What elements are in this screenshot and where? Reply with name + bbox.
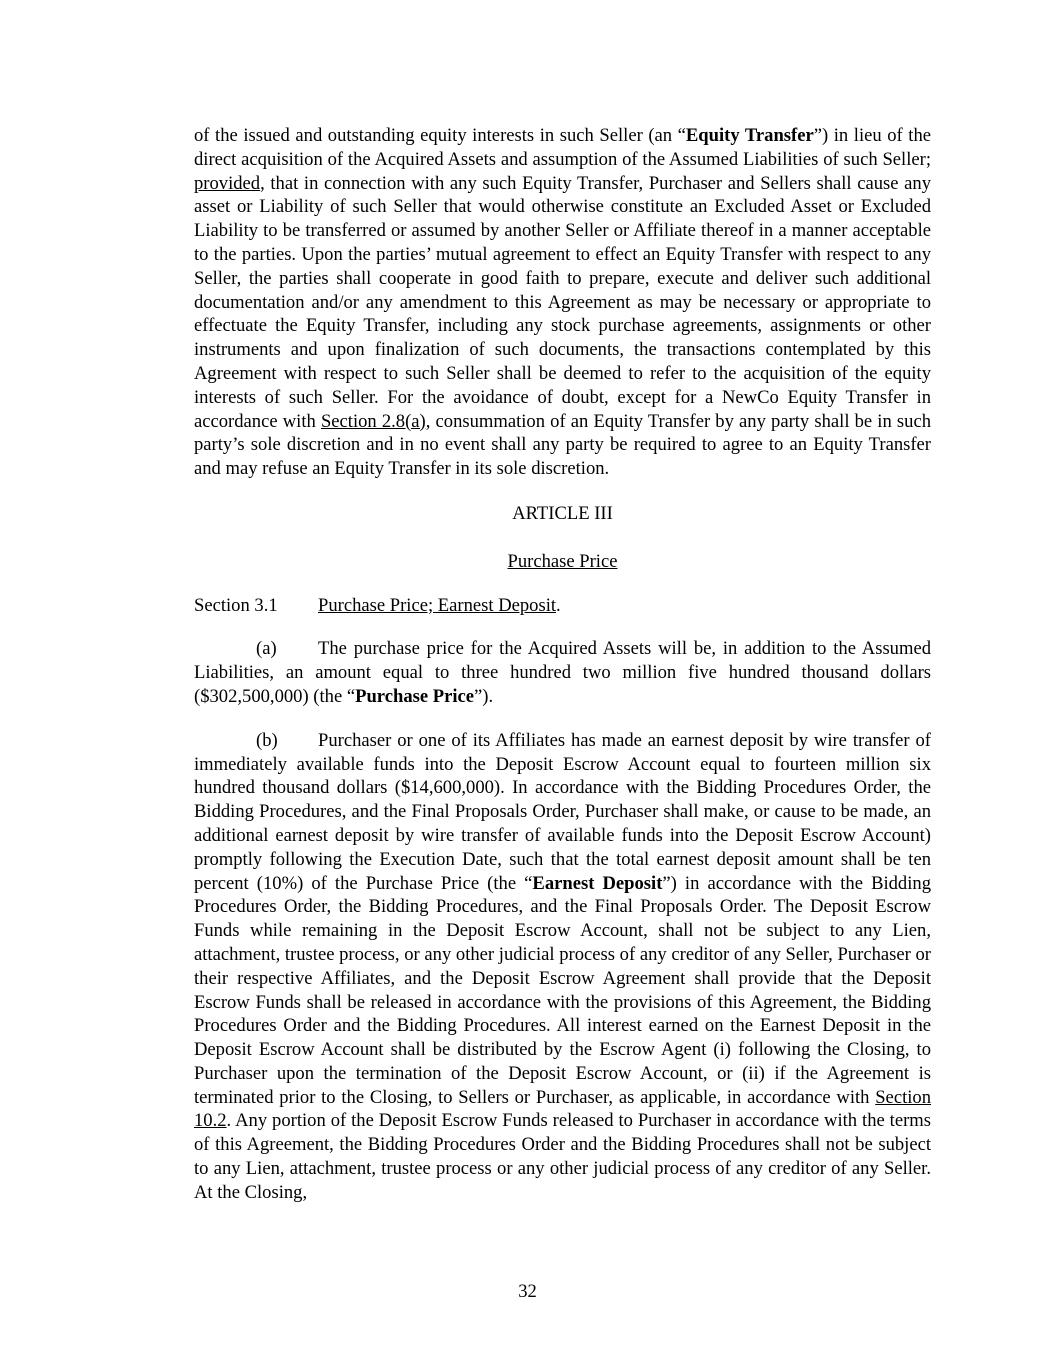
section-heading: Section 3.1 Purchase Price; Earnest Deposit.	[194, 594, 561, 616]
article-title: Purchase Price	[507, 550, 618, 572]
section-ref-2-8a: Section 2.8(a)	[320, 410, 426, 432]
defined-term-purchase-price: Purchase Price	[355, 685, 475, 707]
paragraph-equity-transfer: of the issued and outstanding equity interests in such Seller (an “Equity Transfer”) in lieu of the direct acquisition of the Acquired Assets and assumption of the Assumed Liabilities of such Seller; provided, that in connection with any such Equity Transfer, Purchaser and Sellers shall cause any asset or Liability of such Seller that would otherwise constitute an Excluded Asset or Excluded Liability to be transferred or assumed by another Seller or Affiliate thereof in a manner acceptable to the parties. Upon the parties’ mutual agreement to effect an Equity Transfer with respect to any Seller, the parties shall cooperate in good faith to prepare, execute and deliver such additional documentation and/or any amendment to this Agreement as may be necessary or appropriate to effectuate the Equity Transfer, including any stock purchase agreements, assignments or other instruments and upon finalization of such documents, the transactions contemplated by this Agreement with respect to such Seller shall be deemed to refer to the acquisition of the equity interests of such Seller. For the avoidance of doubt, except for a NewCo Equity Transfer in accordance with Section 2.8(a), consummation of an Equity Transfer by any party shall be in such party’s sole discretion and in no event shall any party be required to agree to an Equity Transfer and may refuse an Equity Transfer in its sole discretion.	[194, 125, 931, 480]
defined-term-earnest-deposit: Earnest Deposit	[532, 872, 663, 894]
section-title: Purchase Price; Earnest Deposit	[318, 594, 557, 616]
paragraph-a-label: (a)	[256, 638, 277, 660]
page-number: 32	[518, 1281, 537, 1302]
section-number: Section 3.1	[194, 594, 278, 616]
article-number: ARTICLE III	[512, 502, 613, 524]
paragraph-a: (a) The purchase price for the Acquired Assets will be, in addition to the Assumed Liabilities, an amount equal to three hundred two million five hundred thousand dollars ($302,500,000) (the “Purchase Price”).	[194, 638, 931, 707]
section-ref-10-2: Section 10.2	[194, 1086, 931, 1132]
defined-term-equity-transfer: Equity Transfer	[685, 125, 814, 146]
document-page	[194, 124, 931, 1205]
paragraph-b-label: (b)	[256, 729, 278, 751]
term-provided: provided	[194, 172, 261, 194]
paragraph-b: (b) Purchaser or one of its Affiliates has made an earnest deposit by wire transfer of immediately available funds into the Deposit Escrow Account equal to fourteen million six hundred thousand dollars ($14,600,000). In accordance with the Bidding Procedures Order, the Bidding Procedures, and the Final Proposals Order, Purchaser shall make, or cause to be made, an additional earnest deposit by wire transfer of available funds into the Deposit Escrow Account) promptly following the Execution Date, such that the total earnest deposit amount shall be ten percent (10%) of the Purchase Price (the “Earnest Deposit”) in accordance with the Bidding Procedures Order, the Bidding Procedures, and the Final Proposals Order. The Deposit Escrow Funds while remaining in the Deposit Escrow Account, shall not be subject to any Lien, attachment, trustee process, or any other judicial process of any creditor of any Seller, Purchaser or their respective Affiliates, and the Deposit Escrow Agreement shall provide that the Deposit Escrow Funds shall be released in accordance with the provisions of this Agreement, the Bidding Procedures Order and the Bidding Procedures. All interest earned on the Earnest Deposit in the Deposit Escrow Account shall be distributed by the Escrow Agent (i) following the Closing, to Purchaser upon the termination of the Deposit Escrow Account, or (ii) if the Agreement is terminated prior to the Closing, to Sellers or Purchaser, as applicable, in accordance with Section 10.2. Any portion of the Deposit Escrow Funds released to Purchaser in accordance with the terms of this Agreement, the Bidding Procedures Order and the Bidding Procedures shall not be subject to any Lien, attachment, trustee process or any other judicial process of any creditor of any Seller. At the Closing,	[194, 729, 931, 1203]
